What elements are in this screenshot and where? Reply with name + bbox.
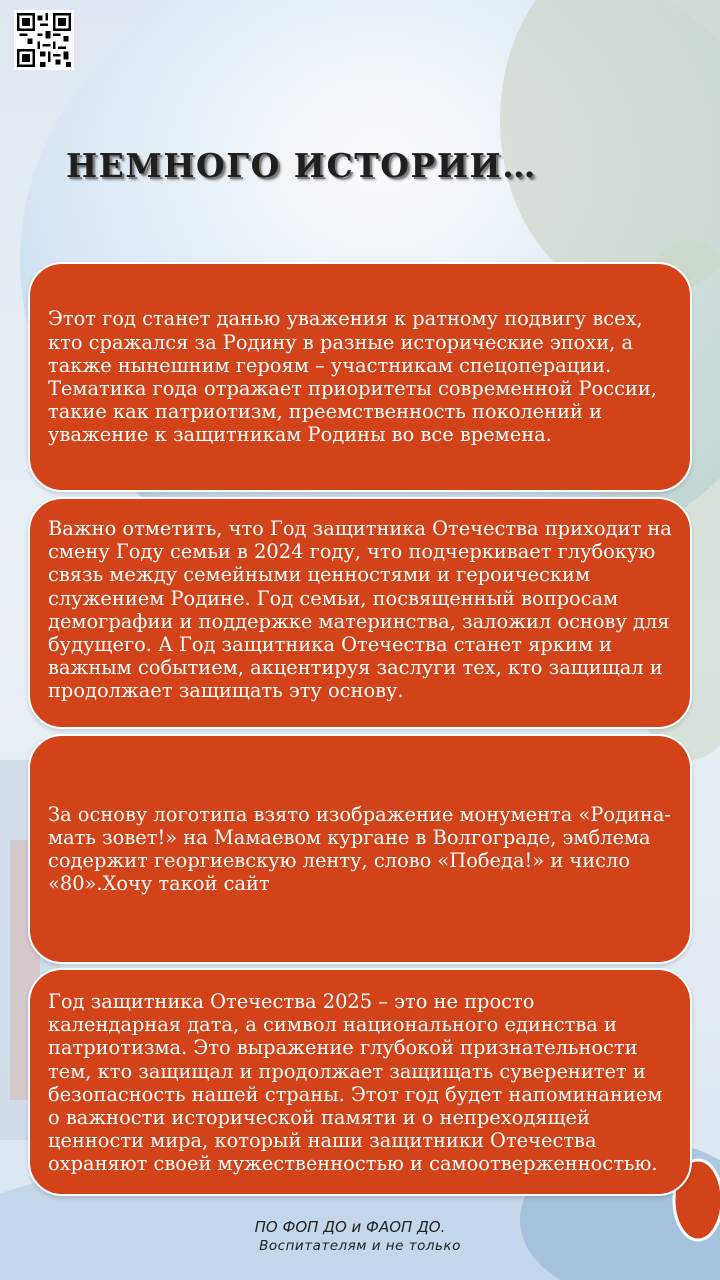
- info-card: [28, 497, 692, 729]
- info-card: [28, 262, 692, 492]
- page-title: НЕМНОГО ИСТОРИИ…: [66, 146, 537, 185]
- card-text: Этот год станет данью уважения к ратному подвигу всех, кто сражался за Родину в разные исторические эпохи, а также нынешним героям – участникам спецоперации. Тематика года отражает приоритеты современной России, такие как патриотизм, преемственность поколений и уважение к защитникам Родины во все времена.: [48, 307, 657, 447]
- info-card: [28, 734, 692, 964]
- info-card: [28, 968, 692, 1196]
- footer-line-2: Воспитателям и не только: [259, 1238, 461, 1254]
- card-text: Год защитника Отечества 2025 – это не просто календарная дата, а символ национального единства и патриотизма. Это выражение глубокой признательности тем, кто защищал и продолжает защищать суверенитет и безопасность нашей страны. Этот год будет напоминанием о важности исторической памяти и о непреходящей ценности мира, который наши защитники Отечества охраняют своей мужественностью и самоотверженностью.: [48, 990, 663, 1176]
- qr-code-icon[interactable]: [14, 10, 74, 70]
- card-text: За основу логотипа взято изображение монумента «Родина-мать зовет!» на Мамаевом кургане в Волгограде, эмблема содержит георгиевскую ленту, слово «Победа!» и число «80».Хочу такой сайт: [48, 802, 671, 896]
- footer-line-1: ПО ФОП ДО и ФАОП ДО.: [254, 1218, 446, 1236]
- card-text: Важно отметить, что Год защитника Отечества приходит на смену Году семьи в 2024 году, что подчеркивает глубокую связь между семейными ценностями и героическим служением Родине. Год семьи, посвященный вопросам демографии и поддержке материнства, заложил основу для будущего. А Год защитника Отечества станет ярким и важным событием, акцентируя заслуги тех, кто защищал и продолжает защищать эту основу.: [48, 517, 672, 703]
